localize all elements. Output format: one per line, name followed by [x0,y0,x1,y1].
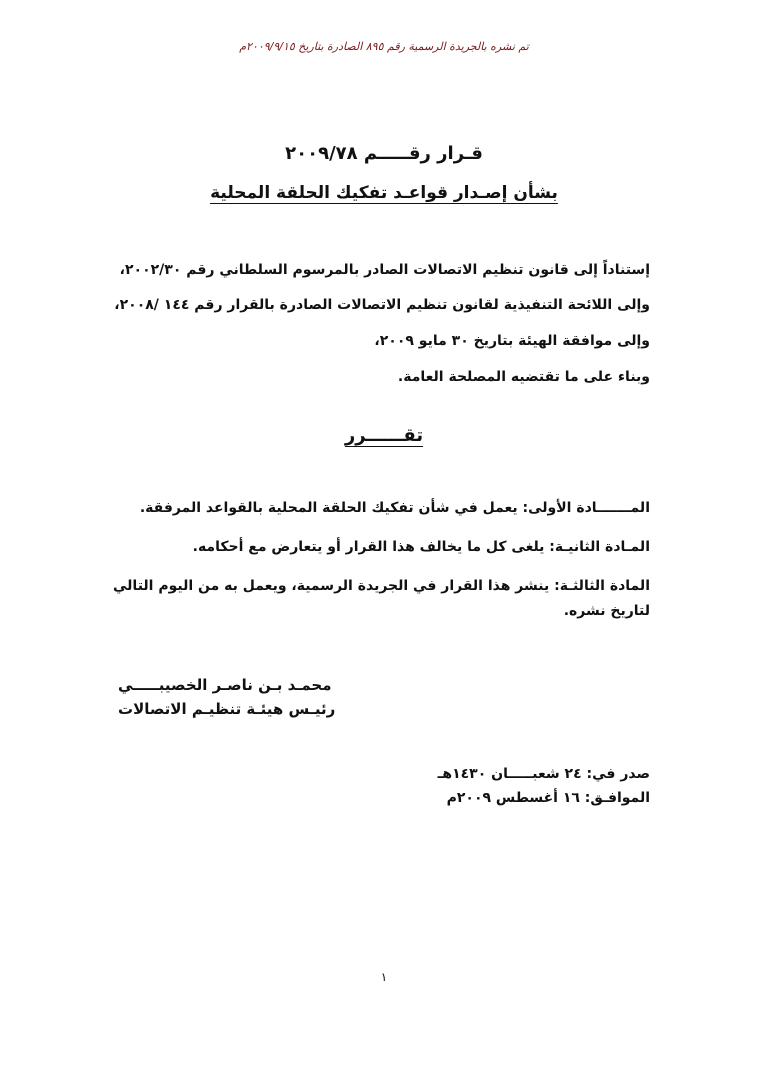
signatory-name: محمـد بـن ناصـر الخصيبـــــي [118,676,332,694]
preamble-line: وإلى اللائحة التنفيذية لقانون تنظيم الاتصالات الصادرة بالقرار رقم ١٤٤ /٢٠٠٨، [114,297,650,313]
signatory-title: رئيـس هيئـة تنظيـم الاتصالات [118,700,336,718]
publication-note: تم نشره بالجريدة الرسمية رقم ٨٩٥ الصادرة بتاريخ ٢٠٠٩/٩/١٥م [239,40,529,53]
page-number: ١ [380,970,388,984]
decision-subject [0,183,768,203]
decision-title: قـرار رقـــــم ٢٠٠٩/٧٨ [285,143,483,164]
decides-heading [0,425,768,446]
decides-heading-text: تقــــــرر [344,425,424,446]
issue-date-gregorian: الموافـق: ١٦ أغسطس ٢٠٠٩م [446,790,650,806]
article-third: المادة الثالثـة: ينشر هذا القرار في الجريدة الرسمية، ويعمل به من اليوم التالي [113,578,650,594]
article-second: المـادة الثانيـة: يلغى كل ما يخالف هذا القرار أو يتعارض مع أحكامه. [192,539,650,555]
article-third-continuation: لتاريخ نشره. [563,603,650,619]
preamble-line: وإلى موافقة الهيئة بتاريخ ٣٠ مايو ٢٠٠٩، [374,333,650,349]
issue-date-hijri: صدر في: ٢٤ شعبـــــان ١٤٣٠هـ [437,766,650,782]
preamble-line: وبناء على ما تقتضيه المصلحة العامة. [397,369,650,385]
decision-subject-text: بشأن إصـدار قواعـد تفكيك الحلقة المحلية [210,183,558,203]
preamble-line: إستناداً إلى قانون تنظيم الاتصالات الصادر بالمرسوم السلطاني رقم ٢٠٠٢/٣٠، [119,262,650,278]
article-first: المـــــــادة الأولى: يعمل في شأن تفكيك الحلقة المحلية بالقواعد المرفقة. [139,500,650,516]
